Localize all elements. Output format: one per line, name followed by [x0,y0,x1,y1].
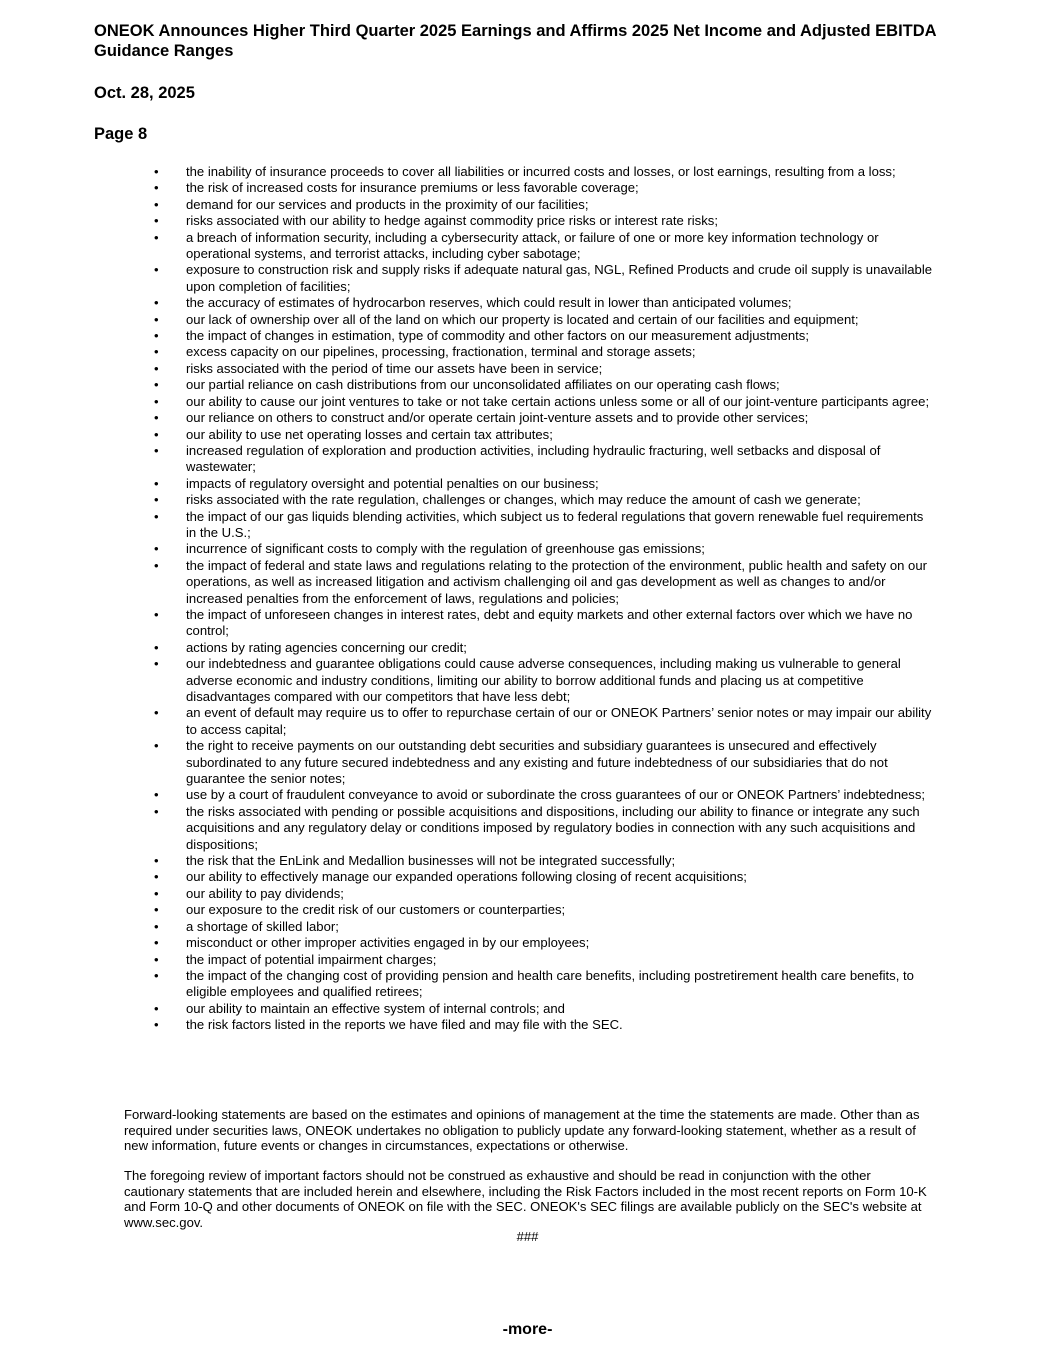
risk-list-item [154,164,934,180]
risk-list-item [154,1001,934,1017]
risk-text: the inability of insurance proceeds to cover all liabilities or incurred costs and losses, or lost earnings, resulting from a loss; [186,164,896,179]
risk-text: our lack of ownership over all of the land on which our property is located and certain of our facilities and equipment; [186,311,859,327]
foregoing-review-paragraph: The foregoing review of important factors should not be construed as exhaustive and should be read in conjunction with the other cautionary statements that are included herein and elsewhere, including the Risk Factors included in the most recent reports on Form 10-K and Form 10-Q and other documents of ONEOK on file with the SEC. ONEOK's SEC filings are available publicly on the SEC's website at www.sec.gov. [124,1168,927,1230]
risk-list-item [154,787,934,803]
bullet-icon: • [154,541,159,557]
bullet-icon: • [154,853,159,869]
risk-list-item [154,541,934,557]
bullet-icon: • [154,180,159,196]
risk-text: risks associated with the rate regulation, challenges or changes, which may reduce the amount of cash we generate; [186,492,861,508]
risk-list-item [154,952,934,968]
risk-list-item [154,705,934,738]
bullet-icon: • [154,639,159,655]
risk-list-item [154,853,934,869]
risk-list-item [154,377,934,393]
document-date: Oct. 28, 2025 [94,84,195,102]
risk-text: the risk that the EnLink and Medallion businesses will not be integrated successfully; [186,853,676,869]
bullet-icon: • [154,787,159,803]
risk-list-item [154,738,934,787]
risk-text: actions by rating agencies concerning our credit; [186,639,467,655]
risk-list-item [154,886,934,902]
bullet-icon: • [154,1000,159,1016]
risk-list-item [154,230,934,263]
bullet-icon: • [154,557,159,573]
risk-list-item [154,804,934,853]
bullet-icon: • [154,196,159,212]
risk-text: our partial reliance on cash distributions from our unconsolidated affiliates on our operating cash flows; [186,377,780,393]
risk-text: the risk of increased costs for insurance premiums or less favorable coverage; [186,180,639,196]
risk-text: our reliance on others to construct and/or operate certain joint-venture assets and to provide other services; [186,410,809,426]
bullet-icon: • [154,803,159,819]
risk-text: the impact of the changing cost of providing pension and health care benefits, including postretirement health care benefits, to eligible employees and qualified retirees; [186,967,914,1000]
risk-text: the accuracy of estimates of hydrocarbon reserves, which could result in lower than anticipated volumes; [186,295,792,311]
risk-text: the impact of unforeseen changes in interest rates, debt and equity markets and other external factors over which we have no control; [186,606,913,639]
bullet-icon: • [154,393,159,409]
risk-list-item [154,869,934,885]
risk-text: exposure to construction risk and supply risks if adequate natural gas, NGL, Refined Products and crude oil supply is unavailable upon completion of facilities; [186,262,933,294]
risk-text: use by a court of fraudulent conveyance to avoid or subordinate the cross guarantees of our or ONEOK Partners’ indebtedness; [186,787,926,803]
bullet-icon: • [154,967,159,983]
bullet-icon: • [154,951,159,967]
bullet-icon: • [154,902,159,918]
bullet-icon: • [154,606,159,622]
risk-list-item [154,197,934,213]
risk-text: our ability to pay dividends; [186,885,344,901]
risk-list-item [154,476,934,492]
bullet-icon: • [154,213,159,229]
risk-list-item [154,427,934,443]
risk-list-item [154,607,934,640]
risk-text: the impact of federal and state laws and regulations relating to the protection of the environment, public health and safety on our operations, as well as increased litigation and activism challenging oil and gas development as well as changes to and/or increased penalties from the enforcement of laws, regulations and policies; [186,557,927,606]
risk-list-item [154,443,934,476]
bullet-icon: • [154,164,159,179]
risk-list-item [154,902,934,918]
risk-list-item [154,509,934,542]
bullet-icon: • [154,508,159,524]
risk-text: a shortage of skilled labor; [186,918,339,934]
risk-list-item [154,180,934,196]
risk-text: the risks associated with pending or possible acquisitions and dispositions, including our ability to finance or integrate any such acquisitions and any regulatory delay or conditions imposed by regulatory bodies in connection with any such acquisitions and dispositions; [186,803,920,852]
bullet-icon: • [154,328,159,344]
risk-text: our ability to cause our joint ventures to take or not take certain actions unless some or all of our joint-venture participants agree; [186,393,930,409]
bullet-icon: • [154,442,159,458]
risk-text: our indebtedness and guarantee obligations could cause adverse consequences, including making us vulnerable to general adverse economic and industry conditions, limiting our ability to borrow additional funds and placing us at competitive disadvantages compared with our competitors that have less debt; [186,656,901,704]
bullet-icon: • [154,377,159,393]
risk-list-item [154,919,934,935]
risk-list-item [154,213,934,229]
bullet-icon: • [154,492,159,508]
risk-list-item [154,328,934,344]
bullet-icon: • [154,918,159,934]
risk-list-item [154,344,934,360]
bullet-icon: • [154,410,159,426]
bullet-icon: • [154,311,159,327]
bullet-icon: • [154,885,159,901]
risk-text: incurrence of significant costs to comply with the regulation of greenhouse gas emissions; [186,541,705,557]
forward-looking-paragraph: Forward-looking statements are based on the estimates and opinions of management at the time the statements are made. Other than as required under securities laws, ONEOK undertakes no obligation to publicly update any forward-looking statement, whether as a result of new information, future events or changes in circumstances, expectations or otherwise. [124,1107,920,1154]
bullet-icon: • [154,360,159,376]
bullet-icon: • [154,344,159,360]
risk-text: risks associated with the period of time our assets have been in service; [186,360,603,376]
risk-text: our ability to use net operating losses and certain tax attributes; [186,426,553,442]
risk-list-item [154,640,934,656]
bullet-icon: • [154,738,159,754]
risk-list-item [154,1017,934,1033]
risk-text: the impact of potential impairment charges; [186,951,437,967]
risk-text: impacts of regulatory oversight and potential penalties on our business; [186,475,599,491]
bullet-icon: • [154,1017,159,1033]
risk-list-item [154,492,934,508]
risk-text: the risk factors listed in the reports we have filed and may file with the SEC. [186,1017,623,1033]
bullet-icon: • [154,229,159,245]
bullet-icon: • [154,262,159,278]
risk-text: the impact of changes in estimation, type of commodity and other factors on our measurement adjustments; [186,328,809,344]
risk-text: the impact of our gas liquids blending activities, which subject us to federal regulations that govern renewable fuel requirements in the U.S.; [186,508,924,540]
risk-text: increased regulation of exploration and production activities, including hydraulic fracturing, well setbacks and disposal of wastewater; [186,442,881,475]
risk-text: our ability to effectively manage our expanded operations following closing of recent acquisitions; [186,869,747,885]
risk-list-item [154,262,934,295]
risk-list-item [154,394,934,410]
risk-text: our exposure to the credit risk of our customers or counterparties; [186,902,566,918]
risk-text: the right to receive payments on our outstanding debt securities and subsidiary guarantees is unsecured and effectively subordinated to any future secured indebtedness and any existing and future indebtedness of our subsidiaries that do not guarantee the senior notes; [186,738,888,787]
risk-text: excess capacity on our pipelines, processing, fractionation, terminal and storage assets; [186,344,696,360]
risk-list-item [154,656,934,705]
risk-factor-list [154,164,934,1034]
bullet-icon: • [154,656,159,672]
document-title: ONEOK Announces Higher Third Quarter 2025 Earnings and Affirms 2025 Net Income and Adjusted EBITDA Guidance Ranges [94,22,936,60]
bullet-icon: • [154,426,159,442]
risk-text: our ability to maintain an effective system of internal controls; and [186,1000,565,1016]
risk-list-item [154,968,934,1001]
document-header [94,21,954,144]
risk-text: misconduct or other improper activities engaged in by our employees; [186,935,590,951]
risk-list-item [154,558,934,607]
bullet-icon: • [154,935,159,951]
risk-list-item [154,312,934,328]
risk-list-item [154,295,934,311]
bullet-icon: • [154,295,159,311]
risk-list-item [154,410,934,426]
end-mark: ### [516,1229,539,1244]
bullet-icon: • [154,475,159,491]
more-footer: -more- [502,1321,553,1338]
risk-list-item [154,361,934,377]
risk-text: an event of default may require us to offer to repurchase certain of our or ONEOK Partners’ senior notes or may impair our ability to access capital; [186,705,932,737]
risk-text: demand for our services and products in the proximity of our facilities; [186,196,589,212]
risk-text: a breach of information security, including a cybersecurity attack, or failure of one or more key information technology or operational systems, and terrorist attacks, including cyber sabotage; [186,229,879,262]
bullet-icon: • [154,705,159,721]
risk-list-item [154,935,934,951]
bullet-icon: • [154,869,159,885]
page-number: Page 8 [94,125,148,143]
risk-text: risks associated with our ability to hedge against commodity price risks or interest rate risks; [186,213,718,229]
